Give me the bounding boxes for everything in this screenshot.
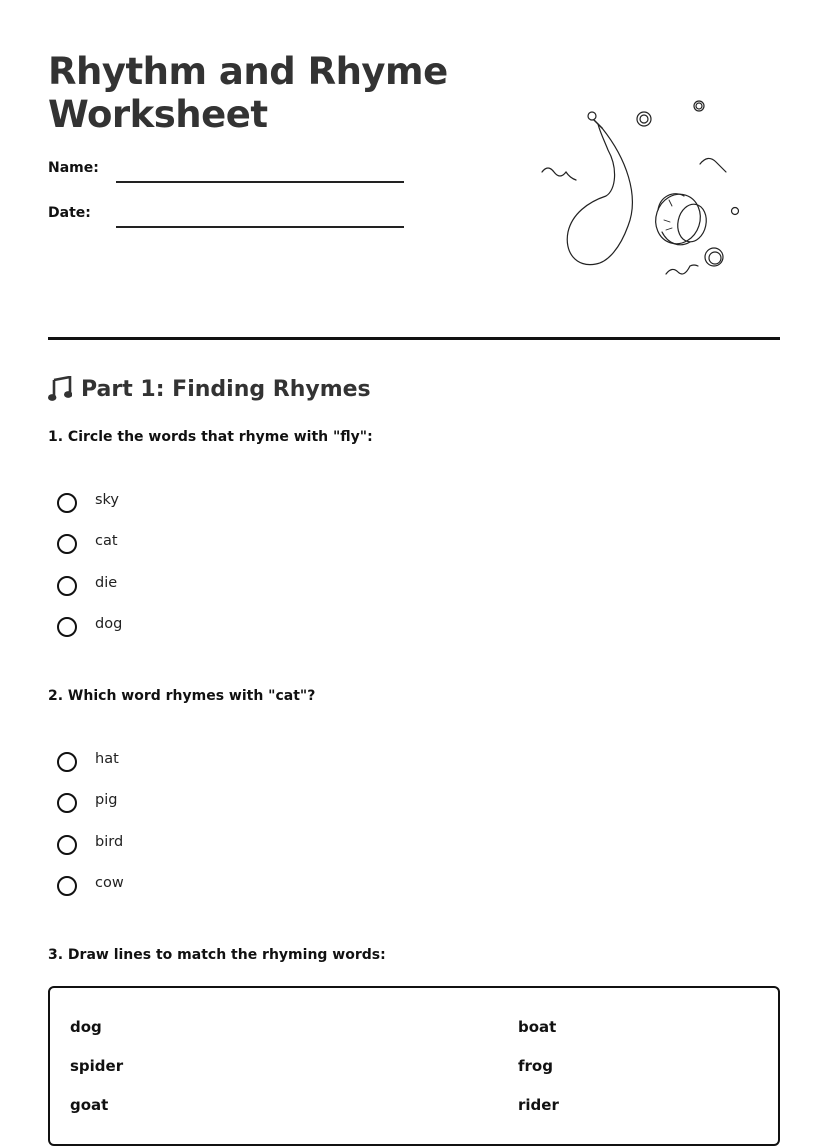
match-word-boat[interactable]: boat [518, 1018, 557, 1036]
radio-circle[interactable] [57, 617, 77, 637]
question-2: 2. Which word rhymes with "cat"? [48, 688, 316, 704]
option-bird[interactable] [57, 824, 124, 866]
option-label: die [95, 574, 118, 591]
radio-circle[interactable] [57, 876, 77, 896]
option-label: sky [95, 491, 120, 508]
matching-left-column [70, 1018, 123, 1135]
option-label: dog [95, 616, 123, 633]
match-word-goat[interactable]: goat [70, 1096, 109, 1114]
header-divider [48, 337, 780, 340]
question-1: 1. Circle the words that rhyme with "fly": [48, 429, 373, 445]
radio-circle[interactable] [57, 534, 77, 554]
radio-circle[interactable] [57, 752, 77, 772]
radio-circle[interactable] [57, 576, 77, 596]
option-die[interactable] [57, 565, 122, 607]
radio-circle[interactable] [57, 493, 77, 513]
option-label: hat [95, 750, 119, 767]
option-label: pig [95, 792, 118, 809]
option-label: bird [95, 833, 124, 850]
worksheet-title: Rhythm and Rhyme Worksheet [48, 50, 448, 136]
date-label: Date: [48, 205, 91, 221]
section-title [48, 372, 371, 406]
question-3: 3. Draw lines to match the rhyming words: [48, 947, 386, 963]
music-note-icon [48, 376, 72, 402]
match-word-dog[interactable]: dog [70, 1018, 102, 1036]
option-sky[interactable] [57, 482, 122, 524]
option-dog[interactable] [57, 607, 122, 649]
name-field [48, 160, 408, 190]
radio-circle[interactable] [57, 835, 77, 855]
match-word-rider[interactable]: rider [518, 1096, 559, 1114]
option-label: cow [95, 875, 124, 892]
date-blank-line[interactable] [116, 226, 404, 228]
match-word-frog[interactable]: frog [518, 1057, 553, 1075]
music-doodle-illustration [530, 92, 750, 292]
matching-box [48, 986, 780, 1146]
question-1-options [57, 482, 122, 648]
name-blank-line[interactable] [116, 181, 404, 183]
option-label: cat [95, 533, 118, 550]
section-title-text: Part 1: Finding Rhymes [81, 376, 371, 402]
date-field [48, 205, 408, 235]
question-2-options [57, 741, 124, 907]
name-label: Name: [48, 160, 99, 176]
radio-circle[interactable] [57, 793, 77, 813]
option-cow[interactable] [57, 866, 124, 908]
option-cat[interactable] [57, 524, 122, 566]
option-hat[interactable] [57, 741, 124, 783]
option-pig[interactable] [57, 783, 124, 825]
matching-right-column [518, 1018, 559, 1135]
match-word-spider[interactable]: spider [70, 1057, 124, 1075]
